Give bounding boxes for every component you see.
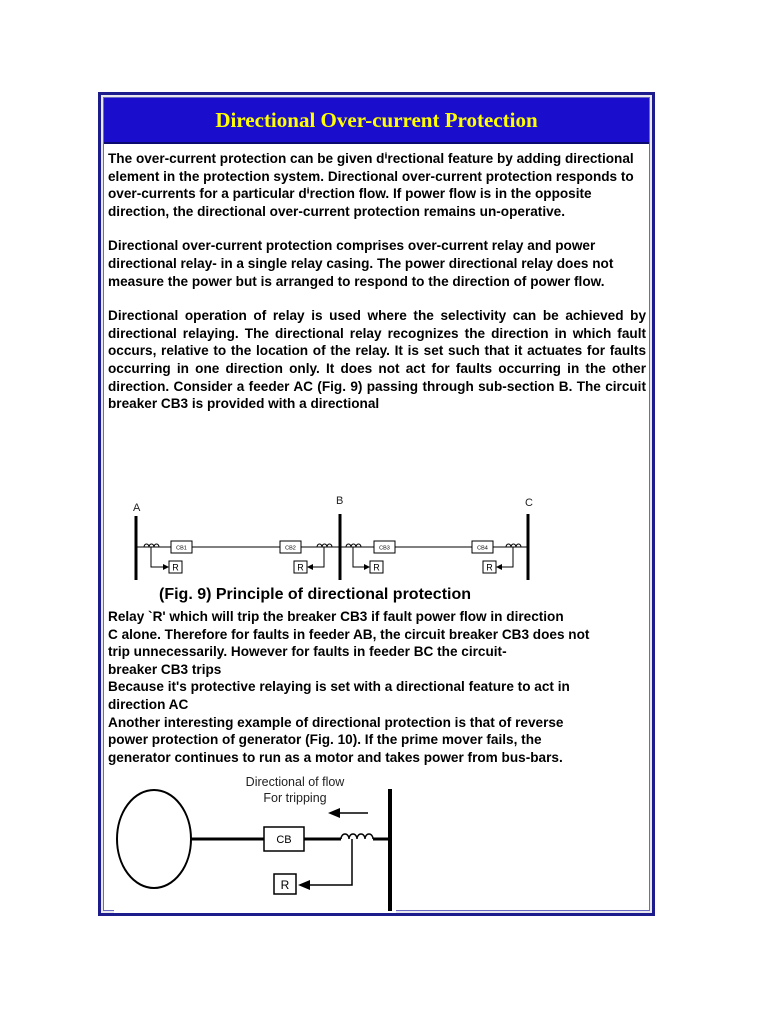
cb4-label: CB4 [477,545,488,552]
relay-4-label: R [486,562,493,573]
cb2-label: CB2 [285,545,296,552]
direction-label-line2: For tripping [263,791,327,805]
relay-1-label: R [172,562,179,573]
text-line: generator continues to run as a motor and takes power from bus-bars. [108,749,563,765]
intro-text [108,150,646,413]
relay-label: R [280,878,290,892]
bus-label-b: B [336,495,344,507]
figure-10-diagram [114,773,396,913]
text-line: Because it's protective relaying is set with a directional feature to act in [108,679,570,695]
document-frame [98,92,655,916]
text-line: direction AC [108,696,189,712]
figure-9-diagram [114,488,551,586]
text-line: Another interesting example of directional protection is that of reverse [108,714,564,730]
explanation-text [108,608,646,766]
cb-label: CB [276,834,292,846]
generator-circle [117,790,191,888]
bus-label-a: A [133,502,141,514]
text-line: breaker CB3 trips [108,661,222,677]
cb1-label: CB1 [176,545,187,552]
direction-label-line1: Directional of flow [245,775,345,789]
paragraph-2: Directional over-current protection comprises over-current relay and power directional relay- in a single relay casing. The power directional relay does not measure the power but is arranged to respond to the direction of power flow. [108,238,614,289]
cb3-label: CB3 [379,545,390,552]
text-line: trip unnecessarily. However for faults in feeder BC the circuit- [108,644,507,660]
text-line: C alone. Therefore for faults in feeder AB, the circuit breaker CB3 does not [108,626,590,642]
text-line: Relay `R' which will trip the breaker CB3 if fault power flow in direction [108,609,564,624]
ct-coil [341,834,373,839]
relay-3-label: R [373,562,380,573]
paragraph-1: The over-current protection can be given dⁱrectional feature by adding directional element in the protection system. Directional over-current protection responds to over-currents for a particular dⁱrection flow. If power flow is in the opposite direction, the directional over-current protection remains un-operative. [108,151,634,219]
relay-2-label: R [297,562,304,573]
text-line: power protection of generator (Fig. 10). If the prime mover fails, the [108,732,542,748]
title-bar [104,98,649,144]
figure-9-caption: (Fig. 9) Principle of directional protection [159,586,472,603]
document-panel [103,97,650,911]
page-title: Directional Over-current Protection [215,107,538,132]
bus-label-c: C [525,497,533,509]
paragraph-3: Directional operation of relay is used where the selectivity can be achieved by directional relaying. The directional relay recognizes the direction in which fault occurs, relative to the location of the relay. It is set such that it actuates for faults occurring in one direction only. It does not act for faults occurring in the other direction. Consider a feeder AC (Fig. 9) passing through sub-section B. The circuit breaker CB3 is provided with a directional [108,308,646,412]
